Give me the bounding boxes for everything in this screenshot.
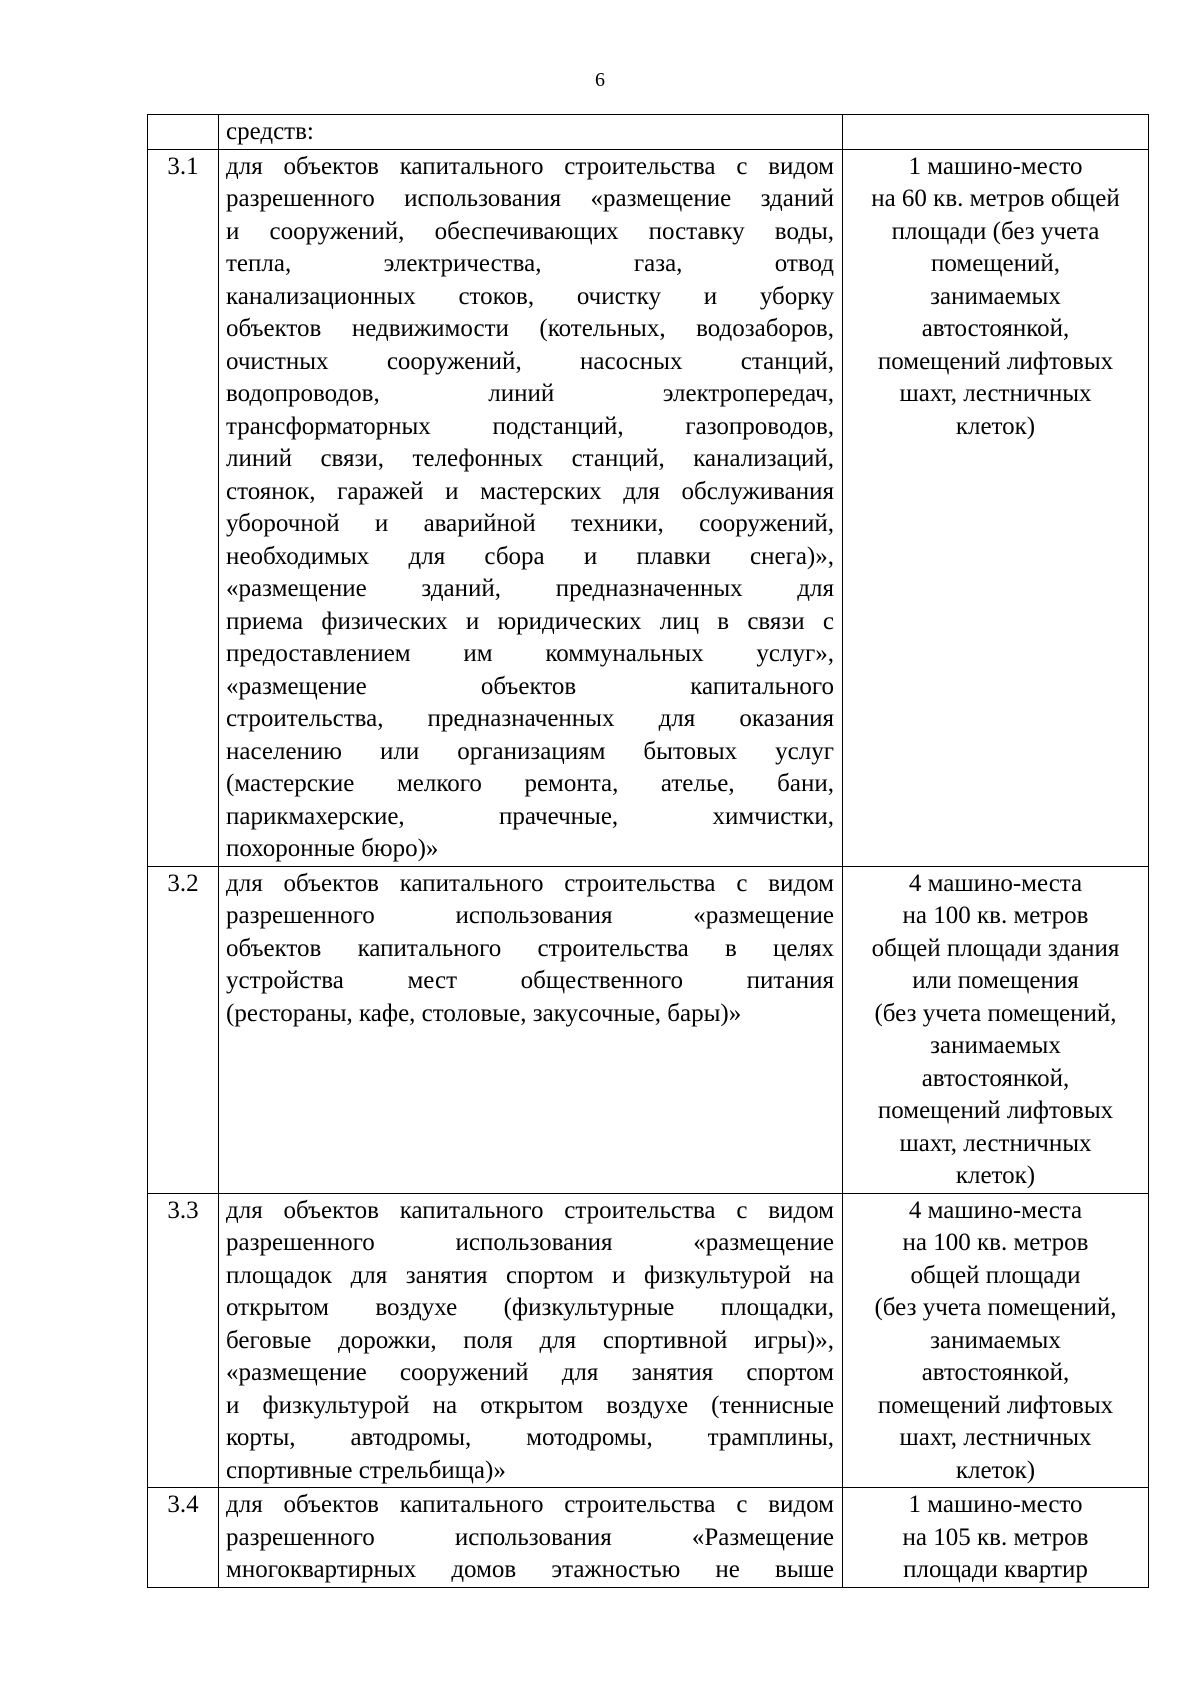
norm-line: клеток) — [955, 412, 1036, 440]
table-row — [148, 1193, 1149, 1488]
description-line: открытом воздухе (физкультурные площадки, — [226, 1294, 834, 1321]
description-line: «размещение сооружений для занятия спортом — [226, 1359, 834, 1386]
description-line: уборочной и аварийной техники, сооружений, — [226, 510, 834, 537]
norm-line: занимаемых — [930, 1032, 1061, 1059]
description-line: предоставлением им коммунальных услуг», — [226, 640, 834, 667]
table-row — [148, 866, 1149, 1193]
description-line: строительства, предназначенных для оказания — [226, 705, 834, 732]
description-line: площадок для занятия спортом и физкультурой на — [226, 1261, 834, 1289]
description-line: для объектов капитального строительства с видом — [226, 869, 834, 897]
norm-line: помещений лифтовых — [877, 347, 1114, 375]
norm-line: на 60 кв. метров общей — [871, 185, 1120, 212]
description-line: линий связи, телефонных станций, канализаций, — [226, 445, 834, 472]
norm-line: автостоянкой, — [921, 1359, 1070, 1386]
norm-line: на 100 кв. метров — [902, 1229, 1089, 1256]
page-number: 6 — [595, 69, 605, 91]
table-body — [148, 115, 1149, 1588]
description-line: объектов недвижимости (котельных, водозаборов, — [226, 315, 834, 342]
table-row — [148, 1488, 1149, 1588]
description-line: канализационных стоков, очистку и уборку — [226, 282, 834, 310]
row-description — [219, 1488, 843, 1588]
description-line: разрешенного использования «размещение зданий — [226, 185, 834, 212]
description-line: очистных сооружений, насосных станций, — [226, 347, 834, 375]
norm-line: шахт, лестничных — [899, 1424, 1092, 1451]
norm-line: автостоянкой, — [921, 315, 1070, 342]
norm-line: или помещения — [912, 967, 1079, 994]
description-line: для объектов капитального строительства с видом — [226, 1491, 834, 1518]
norm-line: площади (без учета — [891, 217, 1100, 245]
norm-line: (без учета помещений, — [874, 999, 1117, 1027]
norm-line: на 100 кв. метров — [902, 902, 1089, 929]
norm-line: на 105 кв. метров — [902, 1523, 1089, 1551]
description-line: трансформаторных подстанций, газопроводов, — [226, 412, 834, 440]
description-line: необходимых для сбора и плавки снега)», — [226, 542, 834, 570]
row-parking-norm — [843, 866, 1149, 1193]
norm-line: занимаемых — [930, 1326, 1061, 1354]
description-line: корты, автодромы, мотодромы, трамплины, — [226, 1424, 834, 1451]
description-line: разрешенного использования «размещение — [226, 1229, 834, 1256]
norm-line: 1 машино-место — [908, 152, 1083, 180]
table-row — [148, 149, 1149, 866]
description-line: для объектов капитального строительства с видом — [226, 1196, 834, 1224]
description-line: «размещение объектов капитального — [226, 672, 834, 700]
description-line: спортивные стрельбища)» — [226, 1456, 506, 1484]
row-description — [219, 115, 843, 150]
description-line: населению или организациям бытовых услуг — [226, 737, 834, 765]
norm-line: автостоянкой, — [921, 1064, 1070, 1092]
description-line: (рестораны, кафе, столовые, закусочные, бары)» — [226, 999, 742, 1027]
row-parking-norm — [843, 149, 1149, 866]
norm-line: общей площади здания — [871, 934, 1120, 962]
description-line: средств: — [226, 118, 314, 145]
norm-line: 1 машино-место — [908, 1491, 1083, 1518]
norm-line: шахт, лестничных — [899, 380, 1092, 407]
description-line: похоронные бюро)» — [226, 835, 439, 862]
row-number — [148, 115, 219, 150]
description-line: разрешенного использования «размещение — [226, 902, 834, 929]
description-line: тепла, электричества, газа, отвод — [226, 250, 834, 277]
description-line: и физкультурой на открытом воздухе (теннисные — [226, 1391, 834, 1419]
norm-line: шахт, лестничных — [899, 1129, 1092, 1157]
row-description — [219, 1193, 843, 1488]
description-line: устройства мест общественного питания — [226, 967, 834, 994]
row-description — [219, 149, 843, 866]
row-number: 3.3 — [148, 1193, 219, 1488]
table-row — [148, 115, 1149, 150]
norm-line: 4 машино-места — [908, 1196, 1083, 1224]
description-line: многоквартирных домов этажностью не выше — [226, 1556, 834, 1583]
parking-norms-table — [147, 114, 1149, 1588]
description-line: водопроводов, линий электропередач, — [226, 380, 834, 407]
norm-line: клеток) — [955, 1162, 1036, 1189]
row-parking-norm — [843, 1488, 1149, 1588]
row-number: 3.2 — [148, 866, 219, 1193]
norm-line: занимаемых — [930, 282, 1061, 310]
norm-line: общей площади — [910, 1261, 1081, 1289]
norm-line: помещений, — [930, 250, 1061, 277]
description-line: разрешенного использования «Размещение — [226, 1523, 834, 1551]
norm-line: 4 машино-места — [908, 869, 1083, 897]
norm-line: помещений лифтовых — [877, 1391, 1114, 1419]
description-line: приема физических и юридических лиц в связи с — [226, 607, 834, 635]
row-description — [219, 866, 843, 1193]
description-line: стоянок, гаражей и мастерских для обслуживания — [226, 477, 834, 505]
description-line: (мастерские мелкого ремонта, ателье, бани, — [226, 770, 834, 797]
norm-line: клеток) — [955, 1456, 1036, 1484]
description-line: для объектов капитального строительства с видом — [226, 152, 834, 180]
description-line: «размещение зданий, предназначенных для — [226, 575, 834, 602]
norm-line: площади квартир — [903, 1556, 1088, 1583]
row-number: 3.4 — [148, 1488, 219, 1588]
row-number: 3.1 — [148, 149, 219, 866]
norm-line: помещений лифтовых — [877, 1097, 1114, 1124]
norm-line: (без учета помещений, — [874, 1294, 1117, 1321]
row-parking-norm — [843, 1193, 1149, 1488]
description-line: парикмахерские, прачечные, химчистки, — [226, 802, 834, 830]
description-line: объектов капитального строительства в целях — [226, 934, 834, 962]
description-line: и сооружений, обеспечивающих поставку воды, — [226, 217, 834, 245]
description-line: беговые дорожки, поля для спортивной игры)», — [226, 1326, 834, 1354]
row-parking-norm — [843, 115, 1149, 150]
